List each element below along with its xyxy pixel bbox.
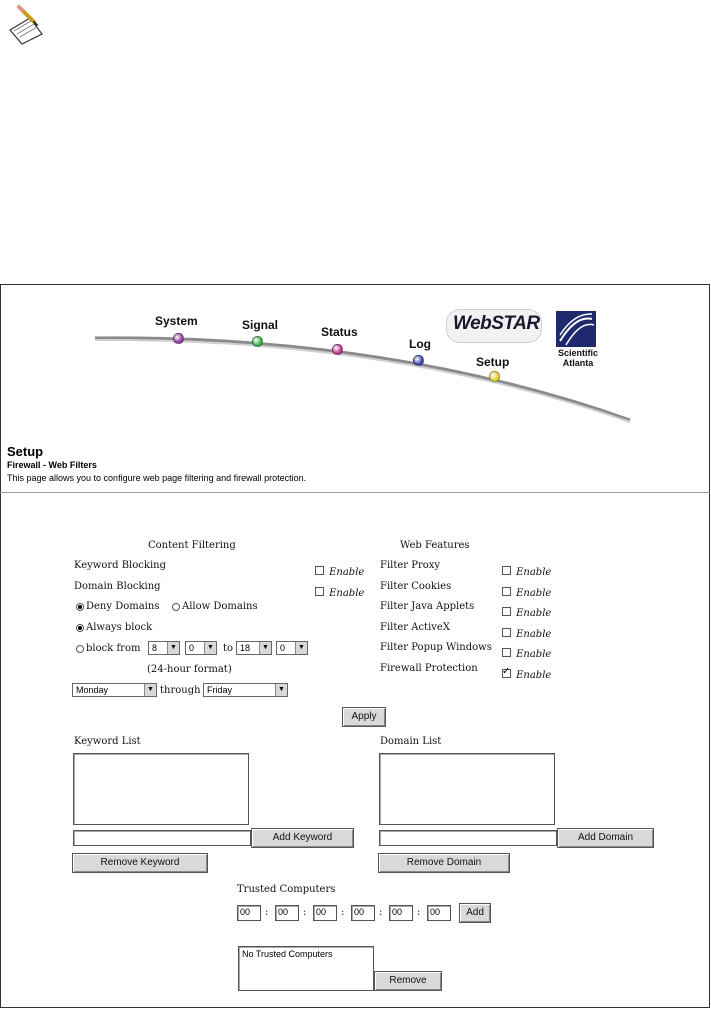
firewall-protection-checkbox[interactable] xyxy=(502,669,511,678)
chevron-down-icon[interactable]: ▼ xyxy=(295,642,307,654)
from-hour-select[interactable] xyxy=(148,641,180,655)
nav-status[interactable]: Status xyxy=(321,325,358,339)
trusted-computers-list-item: No Trusted Computers xyxy=(242,949,333,959)
filter-proxy-enable[interactable] xyxy=(502,560,551,579)
webstar-logo-text: WebSTAR xyxy=(453,313,540,334)
mac-separator: : xyxy=(341,907,345,918)
to-hour-value: 18 xyxy=(240,643,251,653)
filter-proxy-checkbox[interactable] xyxy=(502,566,511,575)
chevron-down-icon[interactable]: ▼ xyxy=(259,642,271,654)
filter-activex-enable-label: Enable xyxy=(516,629,552,640)
deny-domains-option[interactable] xyxy=(76,601,159,612)
filter-cookies-enable-label: Enable xyxy=(516,588,552,599)
domain-blocking-enable-label: Enable xyxy=(329,588,365,599)
filter-proxy-label: Filter Proxy xyxy=(380,560,441,571)
chevron-down-icon[interactable]: ▼ xyxy=(144,684,156,696)
scientific-atlanta-logo-icon xyxy=(556,311,596,347)
keyword-blocking-enable[interactable] xyxy=(315,560,364,579)
deny-domains-radio[interactable] xyxy=(76,603,84,611)
remove-trusted-button[interactable]: Remove xyxy=(374,971,442,991)
from-hour-value: 8 xyxy=(152,643,158,653)
block-from-option[interactable] xyxy=(76,643,140,654)
add-keyword-button[interactable]: Add Keyword xyxy=(251,828,354,848)
time-format-note: (24-hour format) xyxy=(147,664,232,675)
add-domain-button[interactable]: Add Domain xyxy=(557,828,654,848)
to-hour-select[interactable] xyxy=(236,641,272,655)
filter-proxy-enable-label: Enable xyxy=(516,567,552,578)
header-divider xyxy=(0,492,710,493)
trusted-computers-label: Trusted Computers xyxy=(237,884,336,895)
nav-log-dot[interactable] xyxy=(413,355,424,366)
domain-blocking-label: Domain Blocking xyxy=(74,581,161,592)
remove-keyword-button[interactable]: Remove Keyword xyxy=(72,853,208,873)
allow-domains-option[interactable] xyxy=(172,601,258,612)
filter-java-applets-enable[interactable] xyxy=(502,601,551,620)
domain-blocking-enable[interactable] xyxy=(315,581,364,600)
trusted-computers-listbox[interactable] xyxy=(238,946,374,991)
mac-separator: : xyxy=(417,907,421,918)
content-filtering-heading: Content Filtering xyxy=(148,540,236,551)
nav-setup-dot[interactable] xyxy=(489,371,500,382)
nav-status-dot[interactable] xyxy=(332,344,343,355)
block-from-radio[interactable] xyxy=(76,645,84,653)
always-block-option[interactable] xyxy=(76,622,152,633)
domain-listbox[interactable] xyxy=(379,753,555,825)
filter-popup-windows-enable[interactable] xyxy=(502,642,551,661)
keyword-blocking-label: Keyword Blocking xyxy=(74,560,166,571)
page-title: Setup xyxy=(7,444,44,459)
from-minute-select[interactable] xyxy=(185,641,217,655)
filter-java-applets-label: Filter Java Applets xyxy=(380,601,475,612)
filter-java-applets-enable-label: Enable xyxy=(516,608,552,619)
to-minute-value: 0 xyxy=(280,643,286,653)
nav-setup[interactable]: Setup xyxy=(476,355,510,369)
mac-octet-3[interactable]: 00 xyxy=(313,905,337,921)
remove-domain-button[interactable]: Remove Domain xyxy=(378,853,510,873)
mac-octet-4[interactable]: 00 xyxy=(351,905,375,921)
block-from-label: block from xyxy=(86,643,141,654)
mac-octet-5[interactable]: 00 xyxy=(389,905,413,921)
day-start-value: Monday xyxy=(76,685,109,695)
keyword-blocking-enable-label: Enable xyxy=(329,567,365,578)
filter-activex-enable[interactable] xyxy=(502,622,551,641)
domain-input[interactable] xyxy=(379,830,557,846)
always-block-radio[interactable] xyxy=(76,624,84,632)
nav-arc xyxy=(90,320,635,425)
page-subtitle: Firewall - Web Filters xyxy=(7,460,97,470)
day-end-value: Friday xyxy=(207,685,233,695)
from-minute-value: 0 xyxy=(189,643,195,653)
domain-list-label: Domain List xyxy=(380,736,442,747)
webstar-logo xyxy=(446,309,542,343)
nav-system-dot[interactable] xyxy=(173,333,184,344)
apply-button[interactable]: Apply xyxy=(342,707,386,727)
page-description: This page allows you to configure web page filtering and firewall protection. xyxy=(7,473,307,483)
keyword-listbox[interactable] xyxy=(73,753,249,825)
always-block-label: Always block xyxy=(86,622,153,633)
day-end-select[interactable] xyxy=(203,683,288,697)
mac-separator: : xyxy=(379,907,383,918)
mac-octet-1[interactable]: 00 xyxy=(237,905,261,921)
firewall-protection-enable[interactable] xyxy=(502,663,551,682)
mac-separator: : xyxy=(303,907,307,918)
nav-system[interactable]: System xyxy=(155,314,198,328)
firewall-protection-enable-label: Enable xyxy=(516,670,552,681)
filter-popup-windows-label: Filter Popup Windows xyxy=(380,642,492,653)
keyword-blocking-checkbox[interactable] xyxy=(315,566,324,575)
filter-activex-label: Filter ActiveX xyxy=(380,622,450,633)
keyword-list-label: Keyword List xyxy=(74,736,141,747)
firewall-protection-label: Firewall Protection xyxy=(380,663,478,674)
filter-cookies-enable[interactable] xyxy=(502,581,551,600)
through-label: through xyxy=(160,685,201,696)
day-start-select[interactable] xyxy=(72,683,157,697)
deny-domains-label: Deny Domains xyxy=(86,601,160,612)
mac-octet-2[interactable]: 00 xyxy=(275,905,299,921)
chevron-down-icon[interactable]: ▼ xyxy=(275,684,287,696)
mac-octet-6[interactable]: 00 xyxy=(427,905,451,921)
company-line1: Scientific xyxy=(557,348,598,358)
scientific-atlanta-logo-text xyxy=(548,348,608,368)
filter-activex-checkbox[interactable] xyxy=(502,628,511,637)
to-label: to xyxy=(223,643,234,654)
to-minute-select[interactable] xyxy=(276,641,308,655)
web-features-heading: Web Features xyxy=(400,540,470,551)
filter-cookies-checkbox[interactable] xyxy=(502,587,511,596)
add-trusted-button[interactable]: Add xyxy=(459,903,491,923)
filter-cookies-label: Filter Cookies xyxy=(380,581,452,592)
nav-log[interactable]: Log xyxy=(409,337,431,351)
company-line2: Atlanta xyxy=(562,358,594,368)
filter-popup-windows-enable-label: Enable xyxy=(516,649,552,660)
keyword-input[interactable] xyxy=(73,830,251,846)
note-icon xyxy=(4,4,46,46)
nav-signal[interactable]: Signal xyxy=(242,318,279,332)
domain-blocking-checkbox[interactable] xyxy=(315,587,324,596)
filter-popup-windows-checkbox[interactable] xyxy=(502,648,511,657)
mac-separator: : xyxy=(265,907,269,918)
allow-domains-radio[interactable] xyxy=(172,603,180,611)
allow-domains-label: Allow Domains xyxy=(182,601,258,612)
nav-signal-dot[interactable] xyxy=(252,336,263,347)
chevron-down-icon[interactable]: ▼ xyxy=(167,642,179,654)
chevron-down-icon[interactable]: ▼ xyxy=(204,642,216,654)
filter-java-applets-checkbox[interactable] xyxy=(502,607,511,616)
